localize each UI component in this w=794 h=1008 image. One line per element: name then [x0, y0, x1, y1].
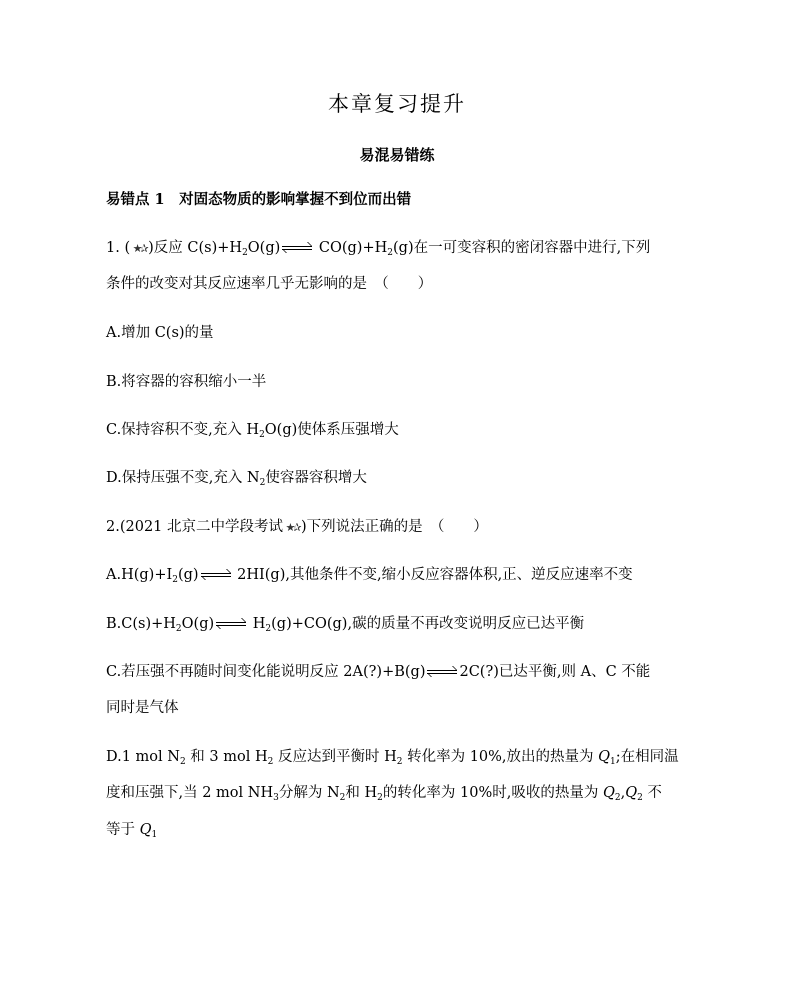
equilibrium-arrow-icon [427, 667, 457, 677]
difficulty-star-icon: ★✰ [132, 242, 146, 255]
question-2-option-d: D.1 mol $N_2$ 和 3 mol $H_2$ 反应达到平衡时 $H_2$ 转化率为 10%,放出的热量为 $Q_1$;在相同温 [106, 749, 679, 767]
equilibrium-arrow-icon [282, 243, 312, 253]
difficulty-star-icon: ★✰ [285, 521, 299, 534]
question-2-option-d-line2: 度和压强下,当 2 mol $NH_3$分解为 $N_2$和 $H_2$的转化率为 10%时,吸收的热量为 $Q_2,Q_2$ 不 [106, 785, 662, 803]
question-2-option-b: $B.C(s)+H_2O(g)$ $H_2(g)+CO(g)$,碳的质量不再改变说明反应已达平衡 [106, 616, 585, 634]
question-1-stem: 1. ( ★✰ )反应 $C(s)+H_2O(g)$ $CO(g)+H_2(g)$在一可变容积的密闭容器中进行,下列 [106, 240, 651, 258]
question-1-option-d: D.保持压强不变,充入 $N_2$使容器容积增大 [106, 470, 367, 488]
equilibrium-arrow-icon [201, 570, 231, 580]
question-1-option-c: C.保持容积不变,充入 $H_2O(g)$使体系压强增大 [106, 422, 399, 440]
question-2-stem: 2.(2021 北京二中学段考试 ★✰ )下列说法正确的是 （ ） [106, 517, 706, 538]
page-subtitle: 易混易错练 [359, 146, 435, 164]
page-title: 本章复习提升 [328, 92, 466, 116]
question-1-option-b: B.将容器的容积缩小一半 [106, 374, 267, 390]
question-2-option-d-line3: 等于 $Q_1$ [106, 822, 158, 840]
section-heading: 易错点 1 对固态物质的影响掌握不到位而出错 [106, 191, 412, 208]
equilibrium-arrow-icon [216, 619, 246, 629]
question-2-option-a: $A.H(g)+I_2(g)$ 2HI(g),其他条件不变,缩小反应容器体积,正、逆反应速率不变 [106, 567, 633, 585]
question-2-option-c: C.若压强不再随时间变化能说明反应 2A(?)+B(g) 2C(?)已达平衡,则 A、C 不能 [106, 664, 651, 680]
question-1-option-a: A.增加 C(s)的量 [106, 325, 214, 341]
question-2-option-c-line2: 同时是气体 [106, 700, 179, 716]
question-1-stem-line2: 条件的改变对其反应速率几乎无影响的是 （ ） [106, 276, 433, 292]
